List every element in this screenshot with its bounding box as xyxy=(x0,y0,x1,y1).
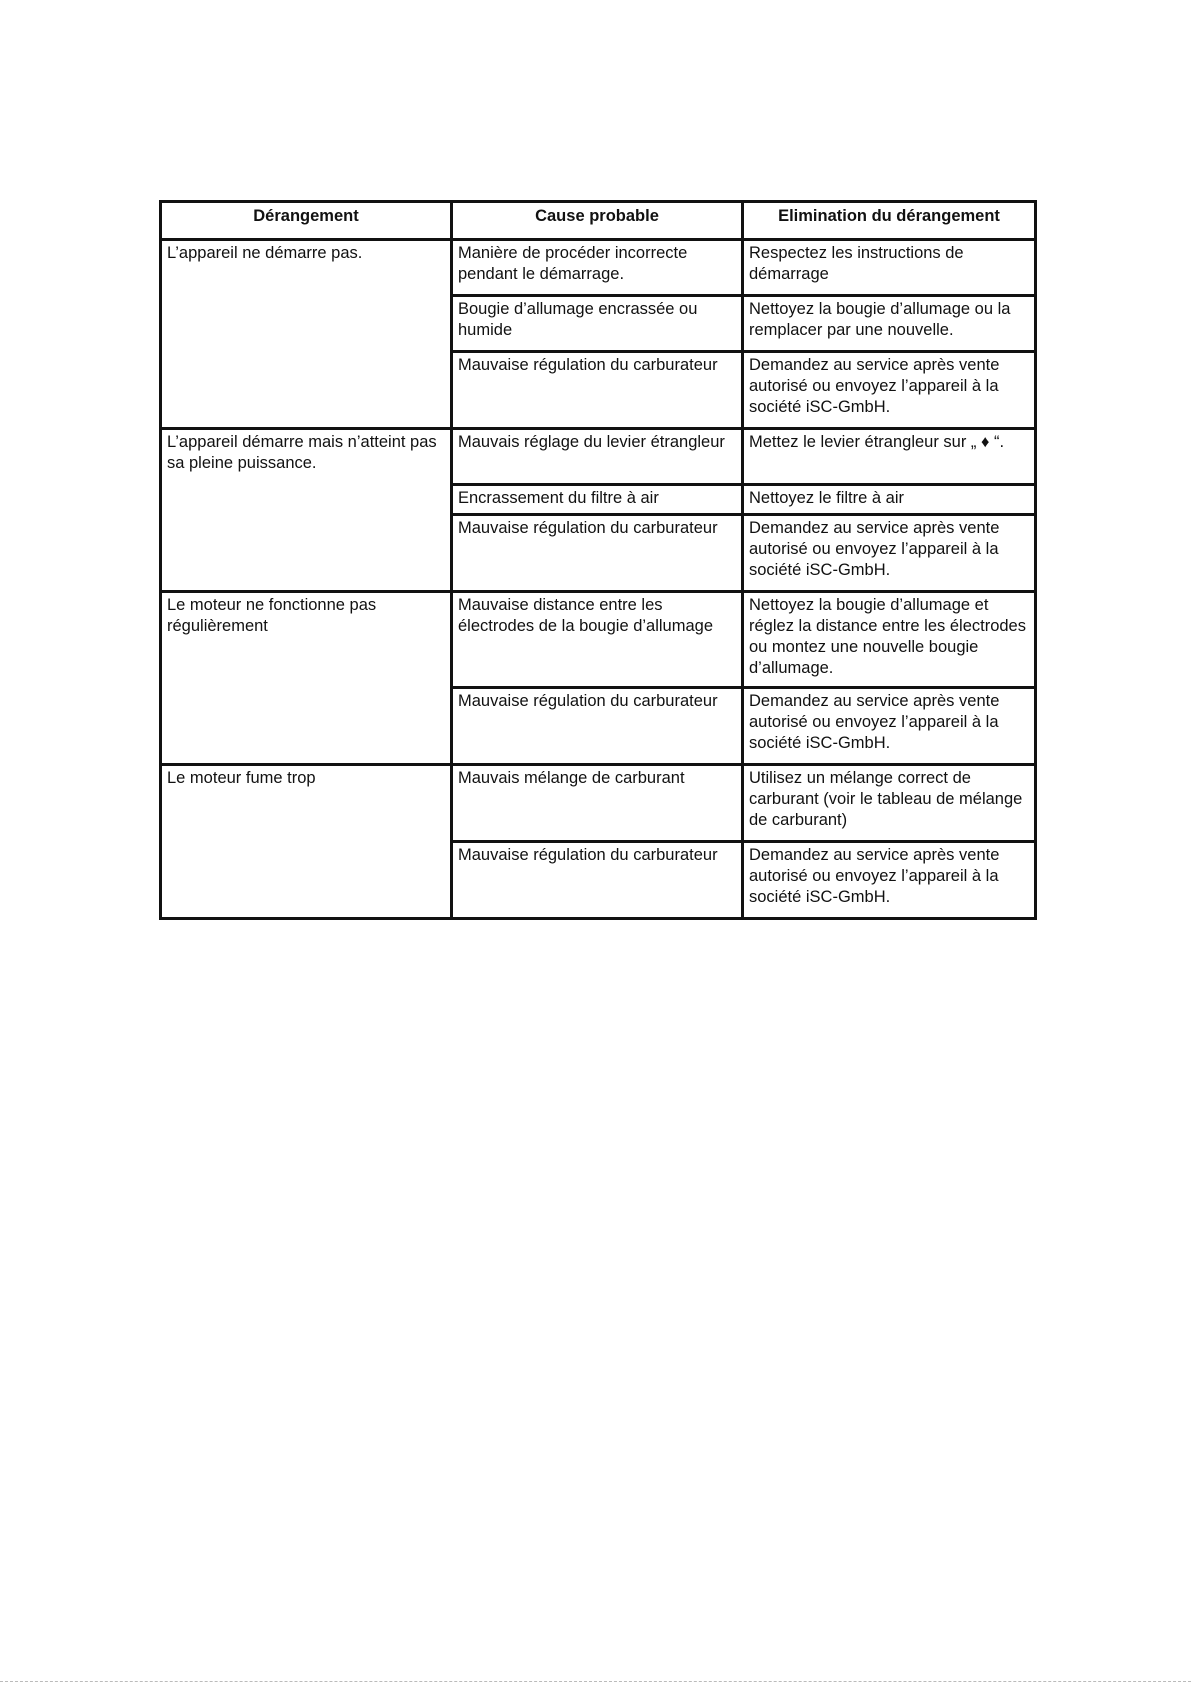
table-row xyxy=(161,592,1036,688)
cause-cell: Encrassement du filtre à air xyxy=(452,485,743,515)
cause-cell: Mauvaise régulation du carburateur xyxy=(452,688,743,765)
cause-cell: Mauvais mélange de carburant xyxy=(452,765,743,842)
cause-cell: Bougie d’allumage encrassée ou humide xyxy=(452,296,743,352)
remedy-cell: Demandez au service après vente autorisé ou envoyez l’appareil à la société iSC-GmbH. xyxy=(743,842,1036,919)
table-row xyxy=(161,240,1036,296)
table-body xyxy=(161,240,1036,919)
problem-cell: Le moteur ne fonctionne pas régulièrement xyxy=(161,592,452,765)
table-header xyxy=(161,202,1036,240)
cause-cell: Mauvaise régulation du carburateur xyxy=(452,352,743,429)
remedy-cell: Mettez le levier étrangleur sur „ ♦ “. xyxy=(743,429,1036,485)
table-row xyxy=(161,765,1036,842)
problem-cell: L’appareil ne démarre pas. xyxy=(161,240,452,429)
problem-cell: L’appareil démarre mais n’atteint pas sa pleine puissance. xyxy=(161,429,452,592)
page-bottom-divider xyxy=(0,1681,1191,1682)
header-row xyxy=(161,202,1036,240)
header-cause: Cause probable xyxy=(452,202,743,240)
remedy-cell: Nettoyez la bougie d’allumage et réglez la distance entre les électrodes ou montez une nouvelle bougie d’allumage. xyxy=(743,592,1036,688)
table-row xyxy=(161,429,1036,485)
cause-cell: Manière de procéder incorrecte pendant le démarrage. xyxy=(452,240,743,296)
remedy-cell: Demandez au service après vente autorisé ou envoyez l’appareil à la société iSC-GmbH. xyxy=(743,688,1036,765)
header-remedy: Elimination du dérangement xyxy=(743,202,1036,240)
remedy-cell: Demandez au service après vente autorisé ou envoyez l’appareil à la société iSC-GmbH. xyxy=(743,515,1036,592)
header-problem: Dérangement xyxy=(161,202,452,240)
troubleshooting-table xyxy=(159,200,1037,920)
remedy-cell: Respectez les instructions de démarrage xyxy=(743,240,1036,296)
cause-cell: Mauvaise régulation du carburateur xyxy=(452,515,743,592)
remedy-cell: Nettoyez la bougie d’allumage ou la remplacer par une nouvelle. xyxy=(743,296,1036,352)
remedy-cell: Utilisez un mélange correct de carburant (voir le tableau de mélange de carburant) xyxy=(743,765,1036,842)
cause-cell: Mauvais réglage du levier étrangleur xyxy=(452,429,743,485)
remedy-cell: Nettoyez le filtre à air xyxy=(743,485,1036,515)
problem-cell: Le moteur fume trop xyxy=(161,765,452,919)
cause-cell: Mauvaise distance entre les électrodes de la bougie d’allumage xyxy=(452,592,743,688)
remedy-cell: Demandez au service après vente autorisé ou envoyez l’appareil à la société iSC-GmbH. xyxy=(743,352,1036,429)
cause-cell: Mauvaise régulation du carburateur xyxy=(452,842,743,919)
